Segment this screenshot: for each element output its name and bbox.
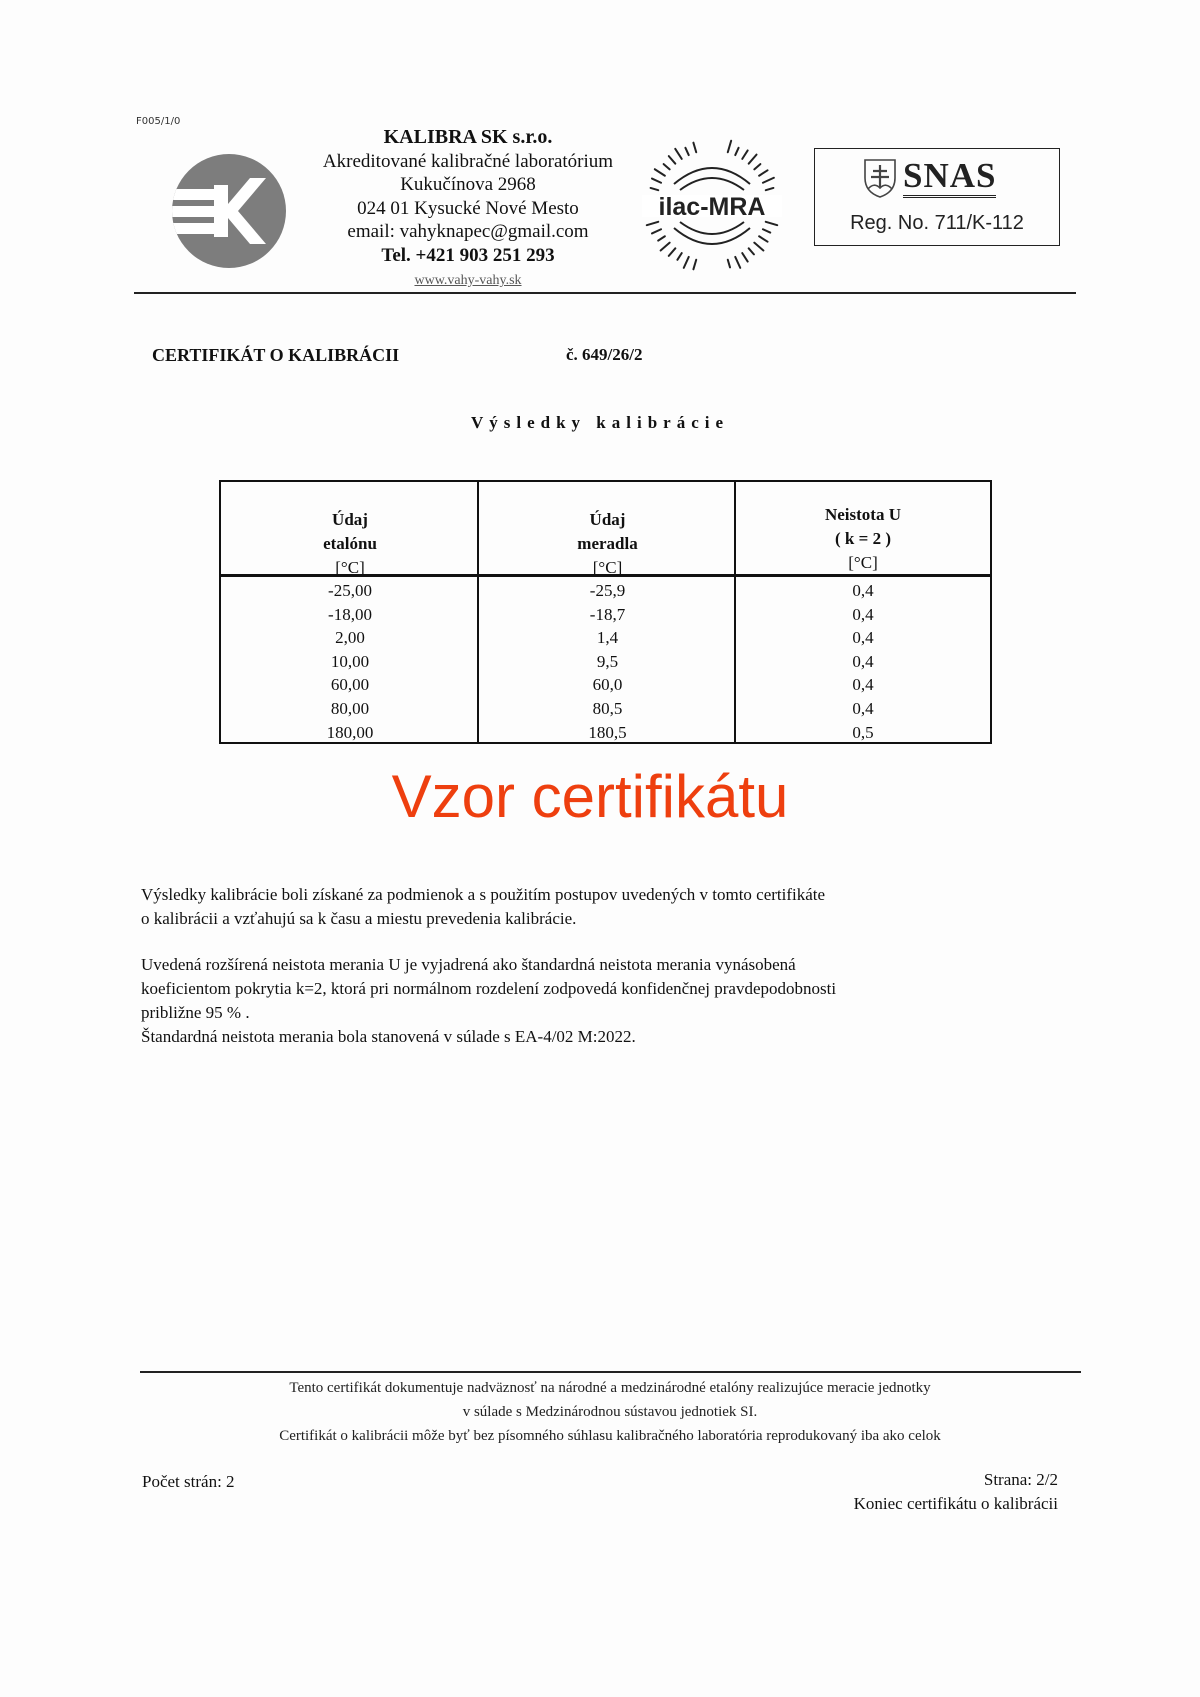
footer-note-line: v súlade s Medzinárodnou sústavou jednotiek SI.: [462, 1404, 758, 1420]
lab-type: Akreditované kalibračné laboratórium: [322, 150, 614, 172]
table-cell: 60,0: [592, 675, 623, 695]
company-street: Kukučínova 2968: [400, 174, 536, 195]
snas-logo-text: SNAS: [903, 157, 996, 198]
certificate-number: č. 649/26/2: [566, 345, 643, 364]
paragraph-line: približne 95 % .: [141, 1003, 250, 1022]
ilac-tick: [766, 222, 778, 225]
table-cell: 0,4: [852, 581, 874, 600]
column-header-line: Údaj: [332, 510, 368, 529]
slovak-coat-of-arms-icon: [863, 158, 897, 198]
paragraph-line: Výsledky kalibrácie boli získané za podmienok a s použitím postupov uvedených v tomto certifikáte: [141, 885, 826, 904]
ilac-tick: [655, 169, 665, 175]
column-header-line: meradla: [577, 534, 638, 553]
table-column-header: [479, 508, 736, 580]
kalibra-logo-icon: [170, 152, 288, 270]
table-cell: 0,5: [852, 722, 874, 742]
table-cell: 0,4: [852, 698, 874, 718]
ilac-tick: [759, 170, 767, 175]
column-header-unit: [°C]: [335, 558, 365, 577]
footer-note-line: Tento certifikát dokumentuje nadväznosť na národné a medzinárodné etalóny realizujúce meracie jednotky: [289, 1380, 931, 1396]
column-header-line: ( k = 2 ): [835, 529, 891, 548]
column-reference-value: [221, 482, 479, 742]
ilac-tick: [763, 229, 770, 232]
company-info: [290, 126, 646, 293]
column-header-unit: [°C]: [848, 553, 878, 572]
table-cell: 80,00: [330, 698, 370, 718]
column-header-unit: [°C]: [592, 558, 623, 577]
column-header-line: Údaj: [589, 510, 626, 529]
ilac-tick: [749, 248, 754, 254]
table-cell: 80,5: [592, 698, 623, 718]
paragraph-line: Uvedená rozšírená neistota merania U je vyjadrená ako štandardná neistota merania vynásobená: [141, 955, 796, 974]
ilac-tick: [675, 149, 681, 159]
column-uncertainty: [736, 482, 990, 742]
ilac-tick: [735, 148, 738, 155]
ilac-tick: [652, 179, 661, 183]
results-validity-paragraph: [141, 883, 1041, 931]
ilac-tick: [728, 260, 730, 268]
table-cell: 0,4: [852, 604, 874, 624]
ilac-tick: [664, 164, 670, 169]
footer-divider: [140, 1371, 1081, 1373]
form-code: F005/1/0: [136, 116, 181, 127]
ilac-tick: [742, 150, 747, 158]
snas-mark: [863, 157, 996, 198]
column-instrument-reading: [479, 482, 736, 742]
table-cell: 9,5: [596, 651, 619, 671]
snas-accreditation-box: [814, 148, 1060, 246]
table-cell: 2,00: [335, 628, 365, 648]
ilac-tick: [685, 148, 688, 155]
table-column-header: [736, 503, 990, 575]
company-email: email: vahyknapec@gmail.com: [347, 221, 589, 242]
company-city: 024 01 Kysucké Nové Mesto: [357, 197, 579, 219]
sample-watermark: Vzor certifikátu: [391, 763, 789, 830]
column-header-line: etalónu: [323, 534, 377, 553]
ilac-tick: [766, 188, 774, 190]
ilac-tick: [754, 164, 760, 169]
table-cell: 0,4: [852, 675, 874, 695]
paragraph-line: koeficientom pokrytia k=2, ktorá pri normálnom rozdelení zodpovedá konfidenčnej pravdepodobnosti: [141, 979, 837, 998]
ilac-tick: [735, 257, 740, 268]
ilac-tick: [669, 156, 676, 164]
table-cell: -18,7: [589, 604, 626, 624]
end-of-certificate: Koniec certifikátu o kalibrácii: [853, 1494, 1058, 1513]
snas-registration: Reg. No. 711/K-112: [850, 212, 1024, 234]
page-count: Počet strán: 2: [142, 1472, 235, 1491]
ilac-tick: [669, 248, 676, 256]
ilac-tick: [661, 243, 670, 251]
footer-notes: [140, 1376, 1080, 1448]
paragraph-line: Štandardná neistota merania bola stanovená v súlade s EA-4/02 M:2022.: [141, 1027, 636, 1046]
footer-note-line: Certifikát o kalibrácii môže byť bez písomného súhlasu kalibračného laboratória reprodukovaný iba ako celok: [279, 1428, 941, 1444]
ilac-tick: [754, 243, 763, 251]
table-cell: 10,00: [330, 651, 370, 671]
ilac-tick: [652, 229, 661, 233]
calibration-results-table: [219, 480, 992, 744]
table-cell: -25,00: [328, 581, 372, 600]
table-cell: 0,4: [852, 628, 874, 648]
ilac-tick: [684, 257, 689, 268]
table-cell: 180,5: [588, 722, 627, 742]
table-cell: 60,00: [330, 675, 370, 695]
ilac-tick: [742, 253, 747, 261]
company-name: KALIBRA SK s.r.o.: [383, 126, 553, 148]
table-cell: 0,4: [852, 651, 874, 671]
results-title: Výsledky kalibrácie: [470, 413, 730, 432]
ilac-tick: [763, 178, 774, 183]
ilac-tick: [677, 253, 681, 260]
certificate-title: CERTIFIKÁT O KALIBRÁCII: [152, 345, 400, 365]
header-divider: [134, 292, 1076, 294]
ilac-tick: [693, 143, 696, 153]
ilac-tick: [651, 188, 659, 190]
table-column-header: [221, 508, 479, 580]
uncertainty-paragraph: [141, 953, 1041, 1049]
ilac-tick: [693, 260, 696, 270]
ilac-tick: [728, 141, 731, 153]
ilac-logo-text: ilac-MRA: [658, 193, 766, 221]
ilac-mra-logo-icon: [640, 138, 784, 274]
ilac-tick: [658, 236, 665, 240]
ilac-tick: [759, 236, 767, 241]
paragraph-line: o kalibrácii a vzťahujú sa k času a miestu prevedenia kalibrácie.: [141, 909, 577, 928]
table-cell: 180,00: [326, 722, 374, 742]
company-website: www.vahy-vahy.sk: [414, 273, 522, 288]
ilac-tick: [749, 155, 757, 164]
table-cell: -25,9: [589, 581, 626, 600]
company-phone: Tel. +421 903 251 293: [381, 244, 555, 266]
page-number-block: [854, 1468, 1058, 1516]
table-cell: -18,00: [328, 604, 372, 624]
table-cell: 1,4: [596, 628, 619, 648]
column-header-line: Neistota U: [824, 505, 901, 524]
ilac-tick: [647, 222, 659, 225]
page-number: Strana: 2/2: [983, 1470, 1058, 1489]
